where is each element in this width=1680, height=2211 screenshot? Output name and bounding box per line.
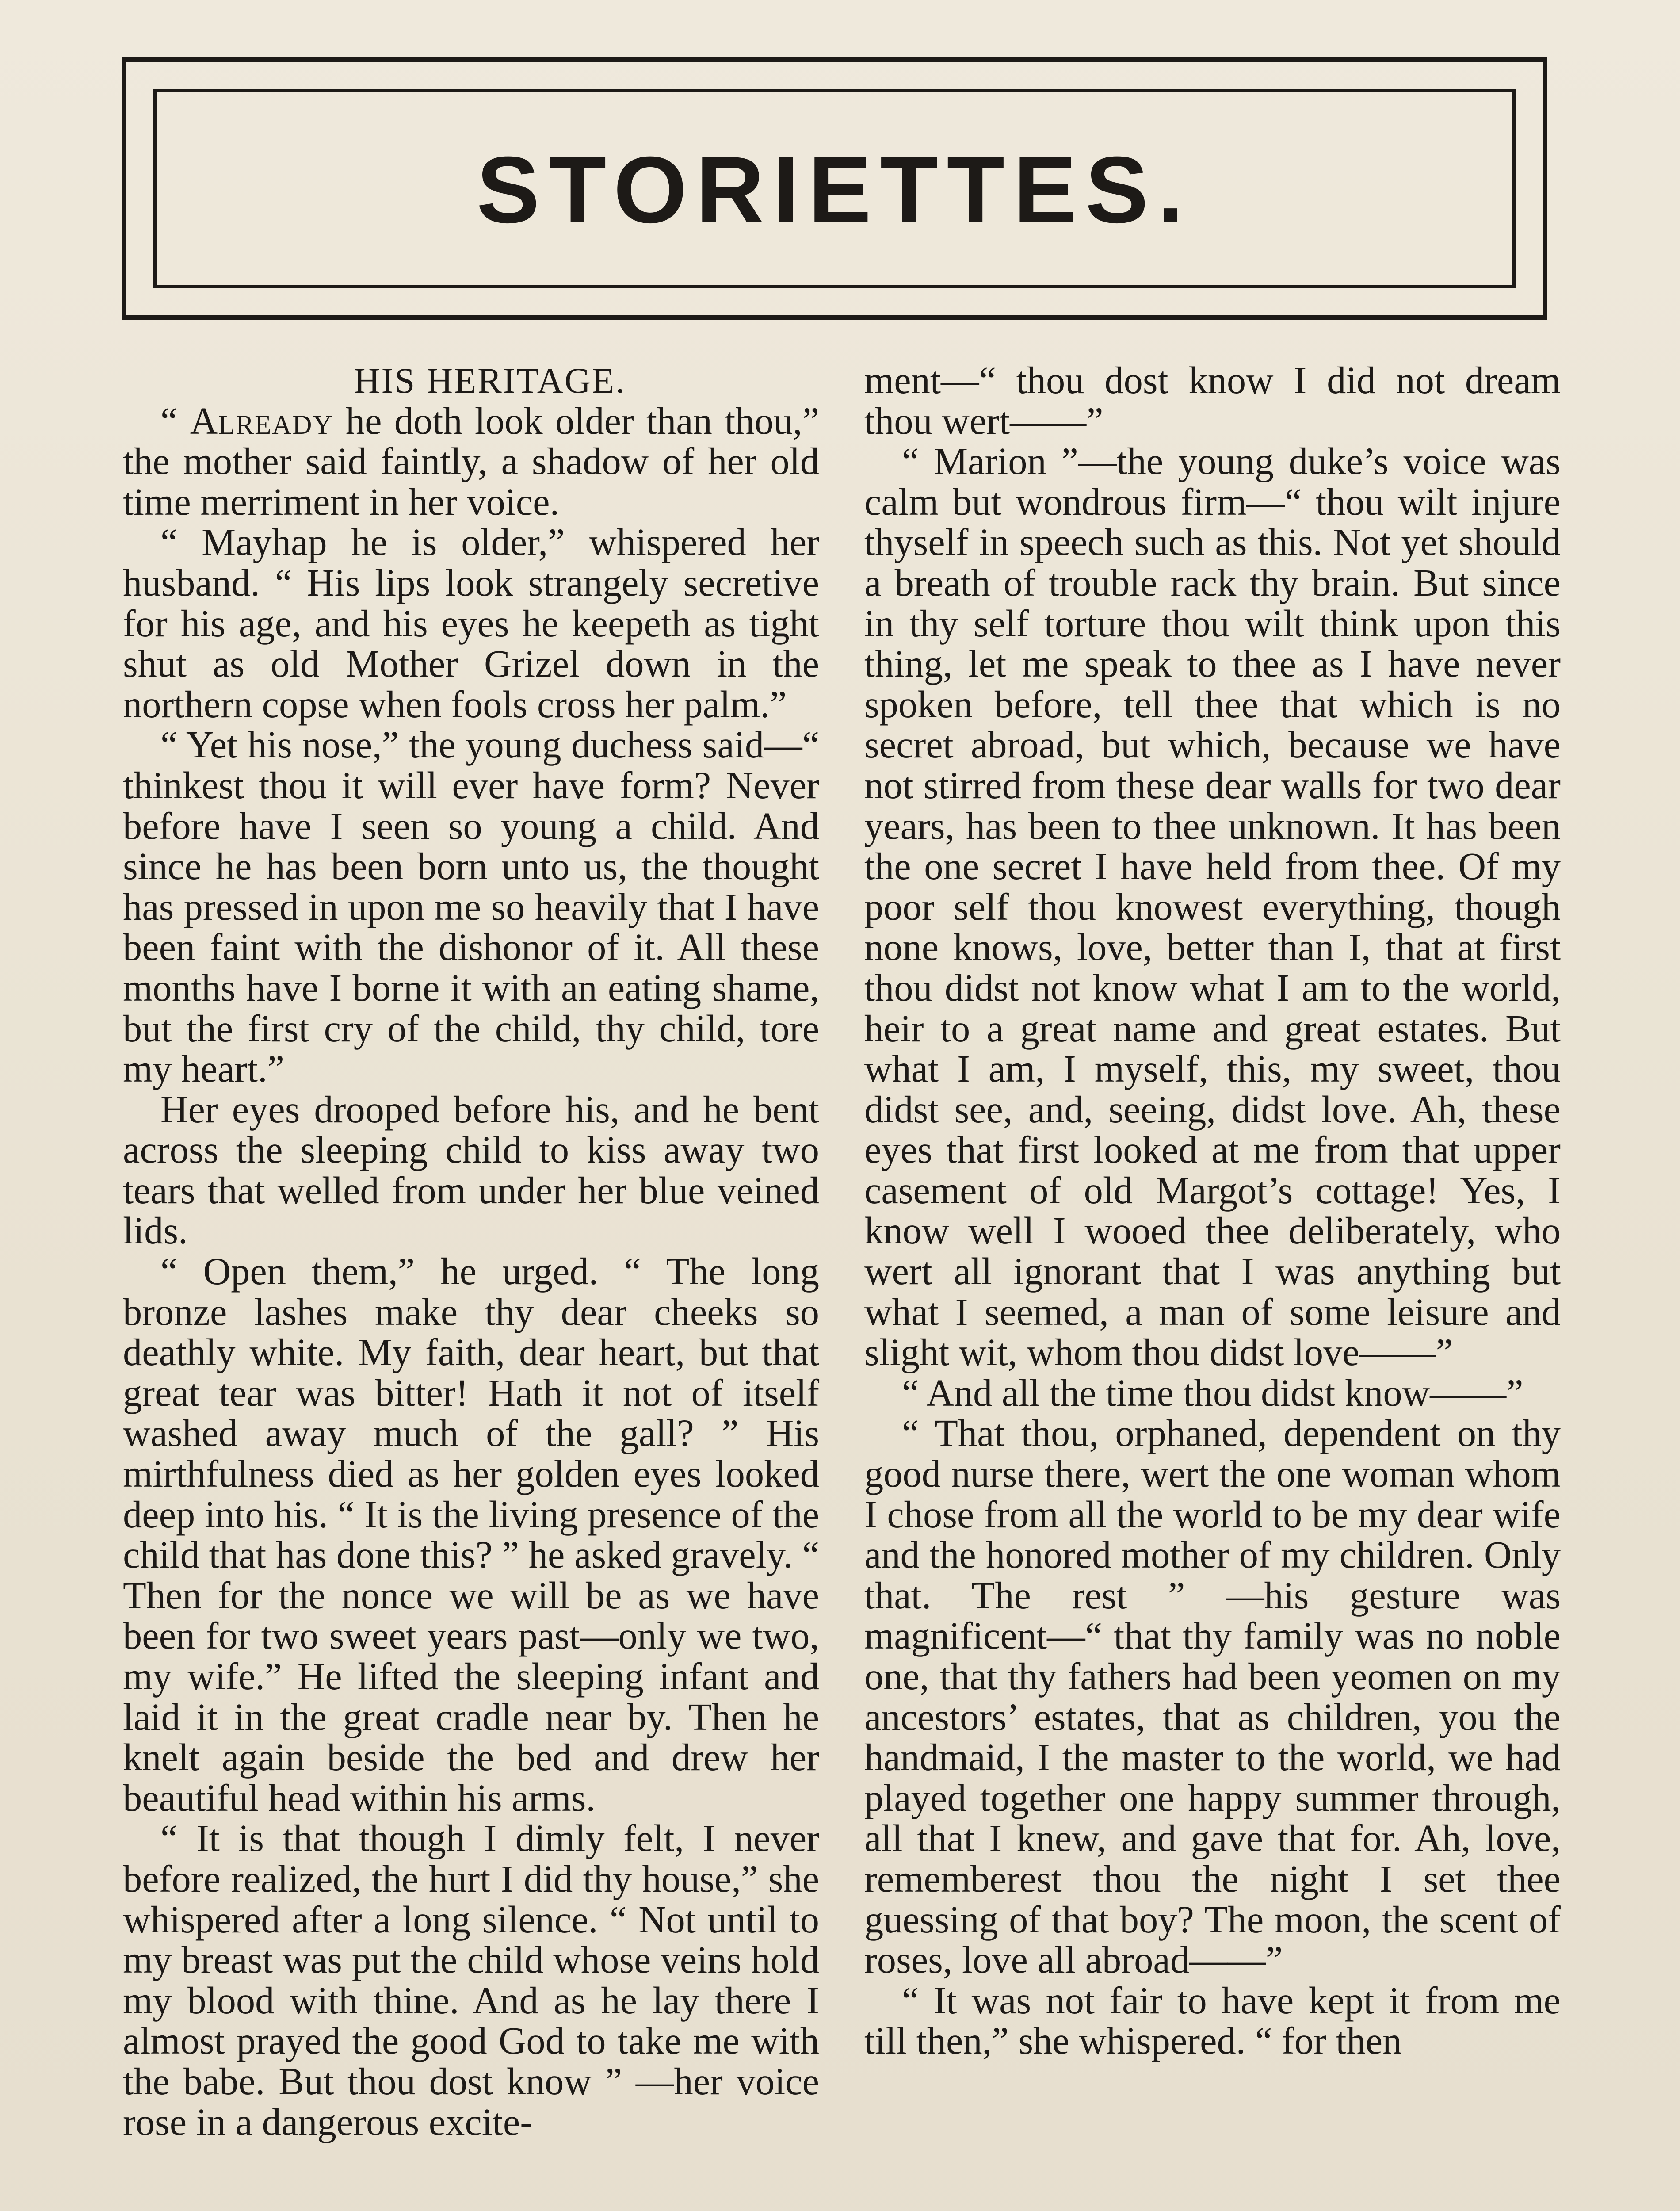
paragraph: “ It is that though I dimly felt, I never before realized, the hurt I did thy house,” she whispered after a long silence. “ Not until to my breast was put the child whose veins hold my blood with thine. And as he lay there I almost prayed the good God to take me with the babe. But thou dost know ” —her voice rose in a dangerous excite- [123,1817,819,2143]
title-frame-inner [153,89,1516,288]
paragraph: “ And all the time thou didst know——” [902,1371,1523,1414]
paragraph: “ Yet his nose,” the young duchess said—“ thinkest thou it will ever have form? Never before have I seen so young a child. And since he has been born unto us, the thought has pressed in upon me so heavily that I have been faint with the dishonor of it. All these months have I borne it with an eating shame, but the first cry of the child, thy child, tore my heart.” [123,723,819,1090]
paragraph: Her eyes drooped before his, and he bent across the sleeping child to kiss away two tears that welled from under her blue veined lids. [123,1088,819,1252]
text-column-right [864,360,1561,2211]
paragraph: “ Open them,” he urged. “ The long bronze lashes make thy dear cheeks so deathly white. My faith, dear heart, but that great tear was bitter! Hath it not of itself washed away much of the gall? ” His mirthfulness died as her golden eyes looked deep into his. “ It is the living presence of the child that has done this? ” he asked gravely. “ Then for the nonce we will be as we have been for two sweet years past—only we two, my wife.” He lifted the sleeping infant and laid it in the great cradle near by. Then he knelt again beside the bed and drew her beautiful head within his arms. [123,1250,819,1819]
paragraph-continued: ment—“ thou dost know I did not dream thou wert——” [864,359,1561,442]
opening-word: Already [190,399,333,442]
paragraph-text: he doth look older than thou,” the mother said faintly, a shadow of her old time merriment in her voice. [123,399,819,523]
paragraph: “ Mayhap he is older,” whispered her husband. “ His lips look strangely secretive for his age, and his eyes he keepeth as tight shut as old Mother Grizel down in the northern copse when fools cross her palm.” [123,521,819,726]
title-frame [122,57,1547,320]
page-title: STORIETTES. [476,137,1193,243]
text-column-left [123,360,819,2211]
paragraph: “ That thou, orphaned, dependent on thy good nurse there, wert the one woman whom I chose from all the world to be my dear wife and the honored mother of my children. Only that. The rest ” —his gesture was magnificent—“ that thy family was no noble one, that thy fathers had been yeomen on my ancestors’ estates, that as children, you the handmaid, I the master to the world, we had played together one happy summer through, all that I knew, and gave that for. Ah, love, rememberest thou the night I set thee guessing of that boy? The moon, the scent of roses, love all abroad——” [864,1412,1561,1981]
paragraph: “ Already he doth look older than thou,” the mother said faintly, a shadow of her old time merriment in her voice. [123,399,819,523]
paragraph: “ Marion ”—the young duke’s voice was calm but wondrous firm—“ thou wilt injure thyself in speech such as this. Not yet should a breath of trouble rack thy brain. But since in thy self torture thou wilt think upon this thing, let me speak to thee as I have never spoken before, tell thee that which is no secret abroad, but which, because we have not stirred from these dear walls for two dear years, has been to thee unknown. It has been the one secret I have held from thee. Of my poor self thou knowest everything, though none knows, love, better than I, that at first thou didst not know what I am to the world, heir to a great name and great estates. But what I am, I myself, this, my sweet, thou didst see, and, seeing, didst love. Ah, these eyes that first looked at me from that upper casement of old Margot’s cottage! Yes, I know well I wooed thee deliberately, who wert all ignorant that I was anything but what I seemed, a man of some leisure and slight wit, whom thou didst love——” [864,440,1561,1374]
paragraph: “ It was not fair to have kept it from me till then,” she whispered. “ for then [864,1979,1561,2062]
story-title: HIS HERITAGE. [354,360,626,401]
